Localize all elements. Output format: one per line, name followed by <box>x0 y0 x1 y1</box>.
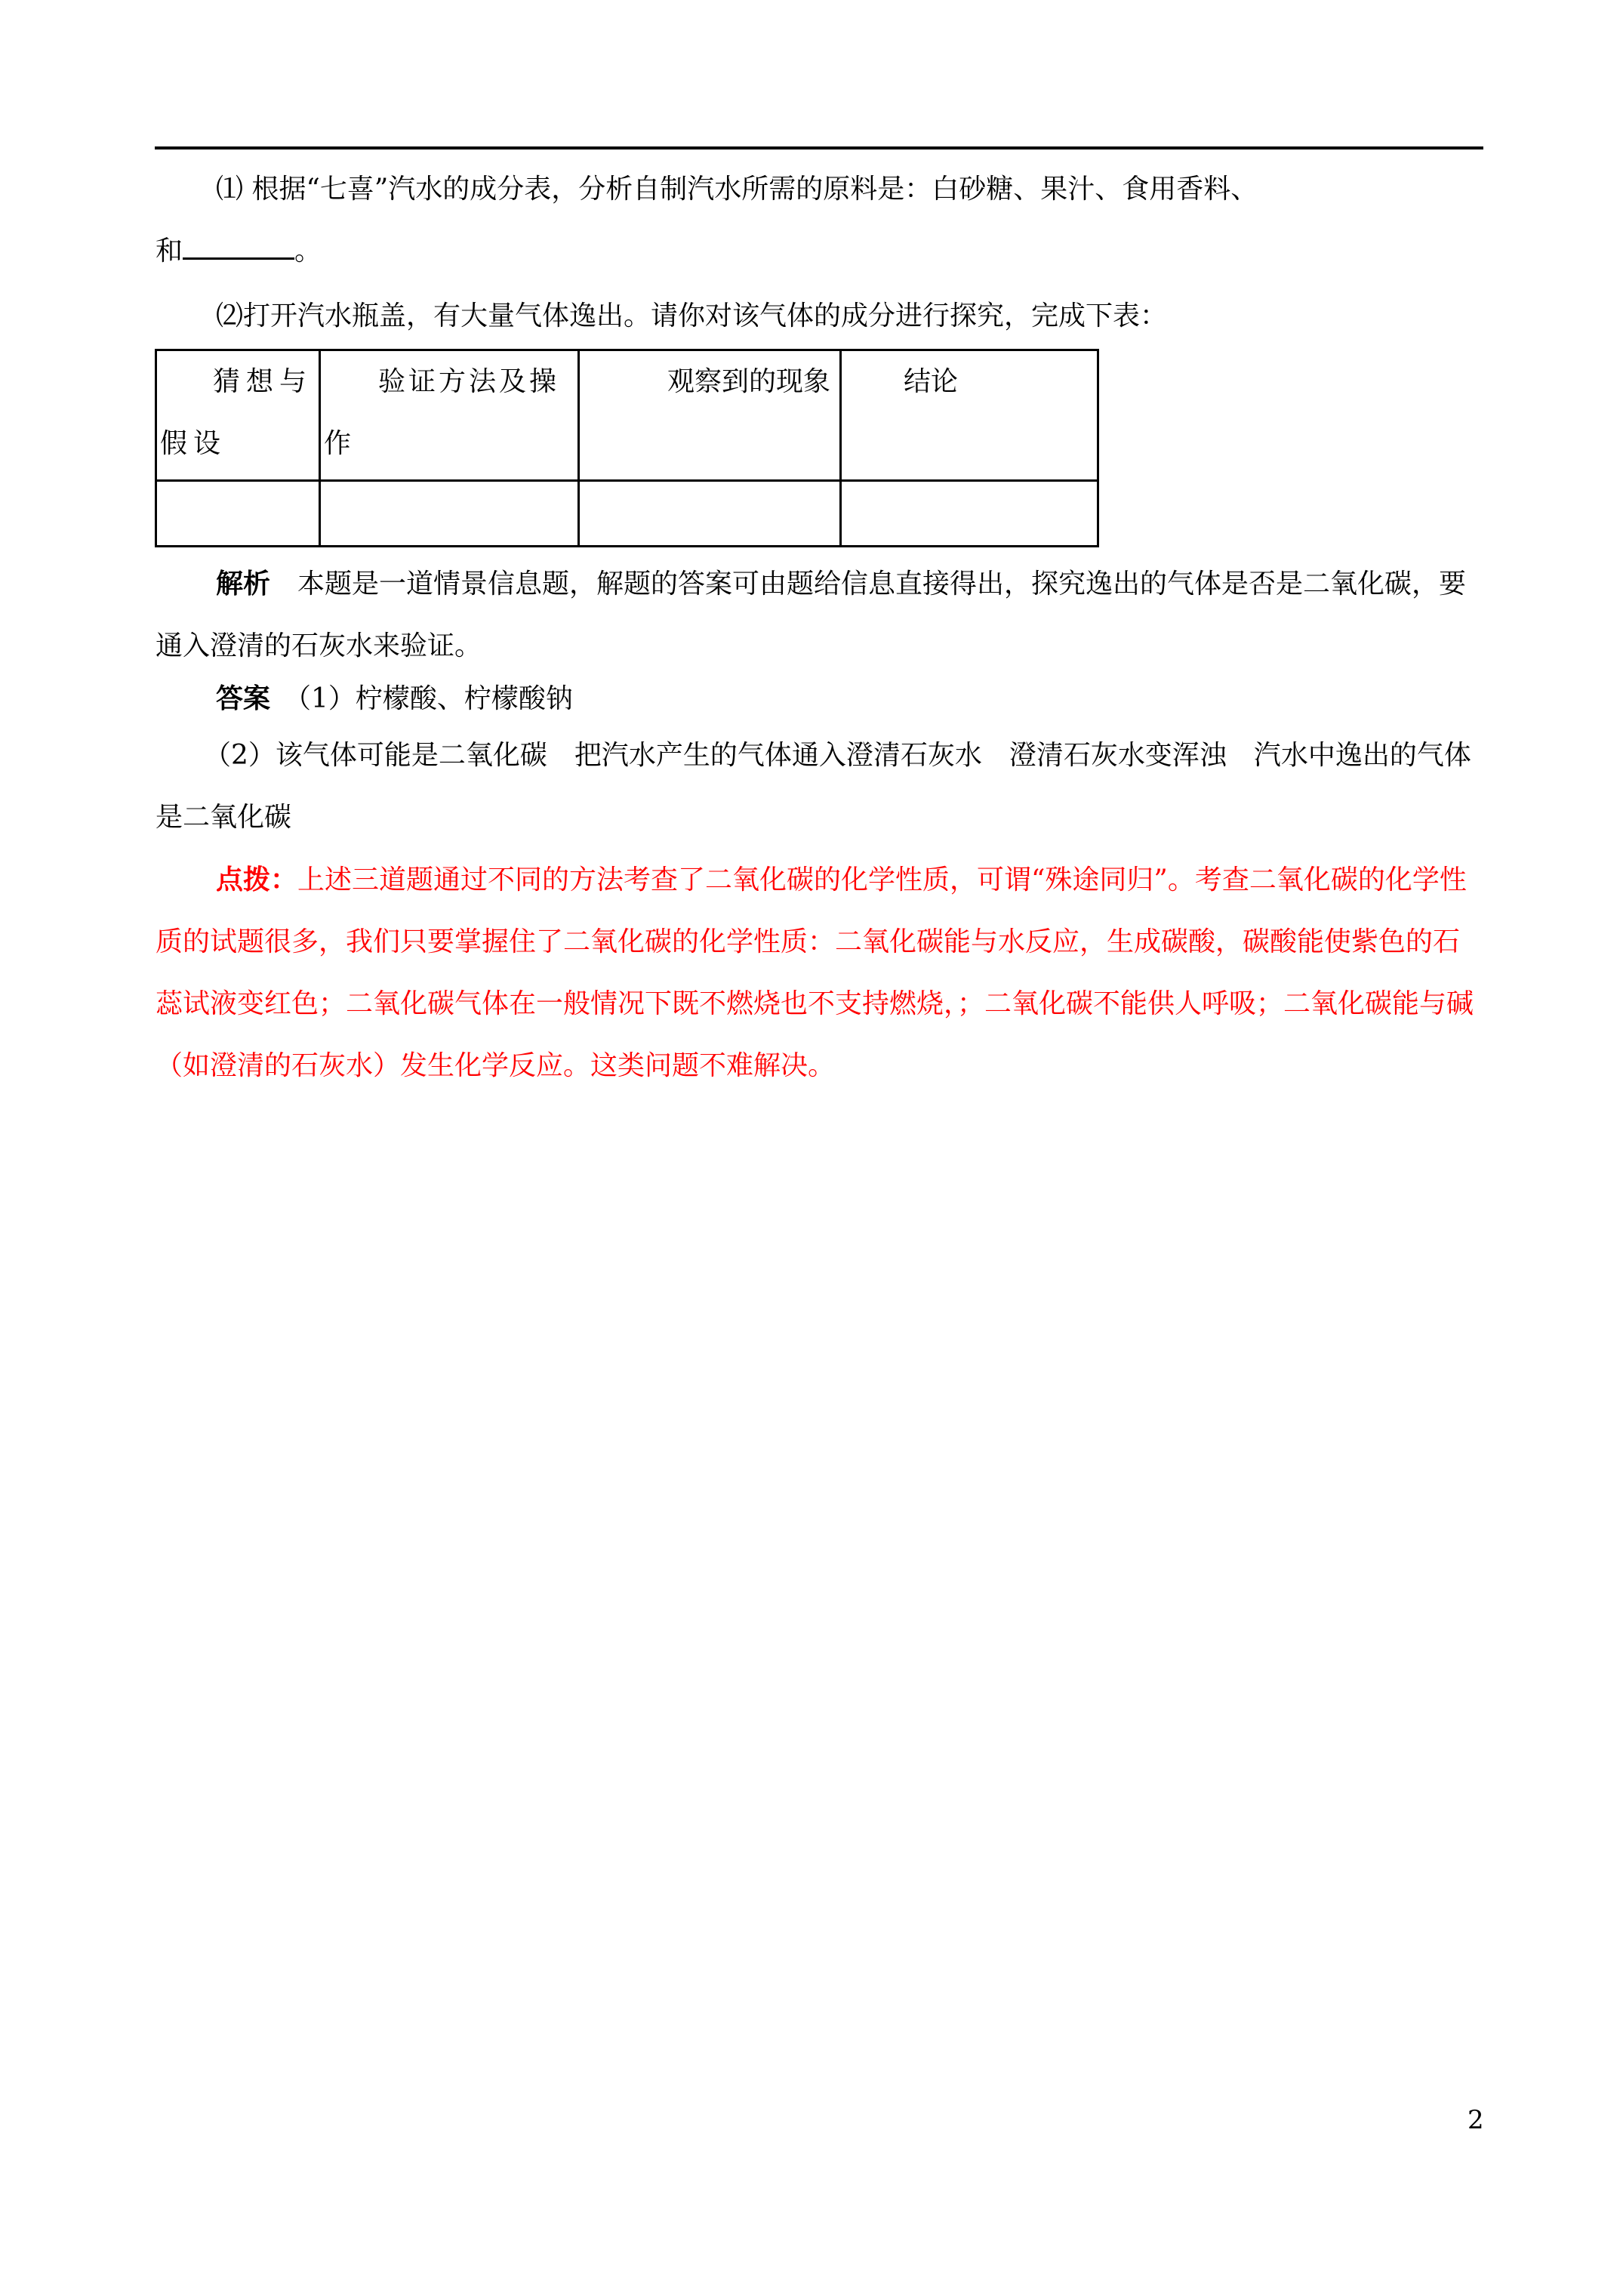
table-cell-hypothesis[interactable] <box>156 481 320 547</box>
question-1-line2-prefix: 和 <box>156 236 183 267</box>
header-observation: 观察到的现象 <box>667 366 831 397</box>
question-2: ⑵打开汽水瓶盖，有大量气体逸出。请你对该气体的成分进行探究，完成下表： <box>216 300 1168 331</box>
table-header-cell <box>841 350 1098 481</box>
table-cell-method[interactable] <box>320 481 579 547</box>
answer-part-1: （1）柠檬酸、柠檬酸钠 <box>297 683 573 714</box>
table-cell-observation[interactable] <box>579 481 841 547</box>
analysis-label: 解析 <box>216 568 271 599</box>
question-1 <box>156 159 1484 282</box>
header-conclusion: 结论 <box>904 366 959 397</box>
header-method: 验证方法及操作 <box>324 366 560 459</box>
answer-paragraph <box>156 667 1484 730</box>
question-1-line1: ⑴ 根据“七喜”汽水的成分表，分析自制汽水所需的原料是：白砂糖、果汁、食用香料、 <box>216 174 1258 205</box>
page-number: 2 <box>1467 2105 1484 2135</box>
table-header-cell <box>579 350 841 481</box>
answer-label: 答案 <box>216 683 271 714</box>
inquiry-table <box>155 349 1099 547</box>
answer-blank[interactable] <box>183 235 294 260</box>
table-row <box>156 481 1098 547</box>
analysis-text: 本题是一道情景信息题，解题的答案可由题给信息直接得出，探究逸出的气体是否是二氧化碳，要通入澄清的石灰水来验证。 <box>156 569 1467 661</box>
answer-part-2: （2）该气体可能是二氧化碳 把汽水产生的气体通入澄清石灰水 澄清石灰水变浑浊 汽水中逸出的气体是二氧化碳 <box>156 740 1471 833</box>
analysis-paragraph <box>156 553 1484 677</box>
header-rule <box>155 146 1483 149</box>
table-cell-conclusion[interactable] <box>841 481 1098 547</box>
table-header-cell <box>156 350 320 481</box>
question-1-line2-suffix: 。 <box>294 236 322 267</box>
table-header-row <box>156 350 1098 481</box>
tip-paragraph <box>156 849 1484 1097</box>
table-header-cell <box>320 350 579 481</box>
tip-text: 上述三道题通过不同的方法考查了二氧化碳的化学性质，可谓“殊途同归”。考查二氧化碳的化学性质的试题很多，我们只要掌握住了二氧化碳的化学性质：二氧化碳能与水反应，生成碳酸，碳酸能使紫色的石蕊试液变红色；二氧化碳气体在一般情况下既不燃烧也不支持燃烧，；二氧化碳不能供人呼吸；二氧化碳能与碱（如澄清的石灰水）发生化学反应。这类问题不难解决。 <box>156 864 1474 1081</box>
tip-label: 点拨： <box>216 864 298 895</box>
header-hypothesis: 猜想与假设 <box>160 366 313 459</box>
